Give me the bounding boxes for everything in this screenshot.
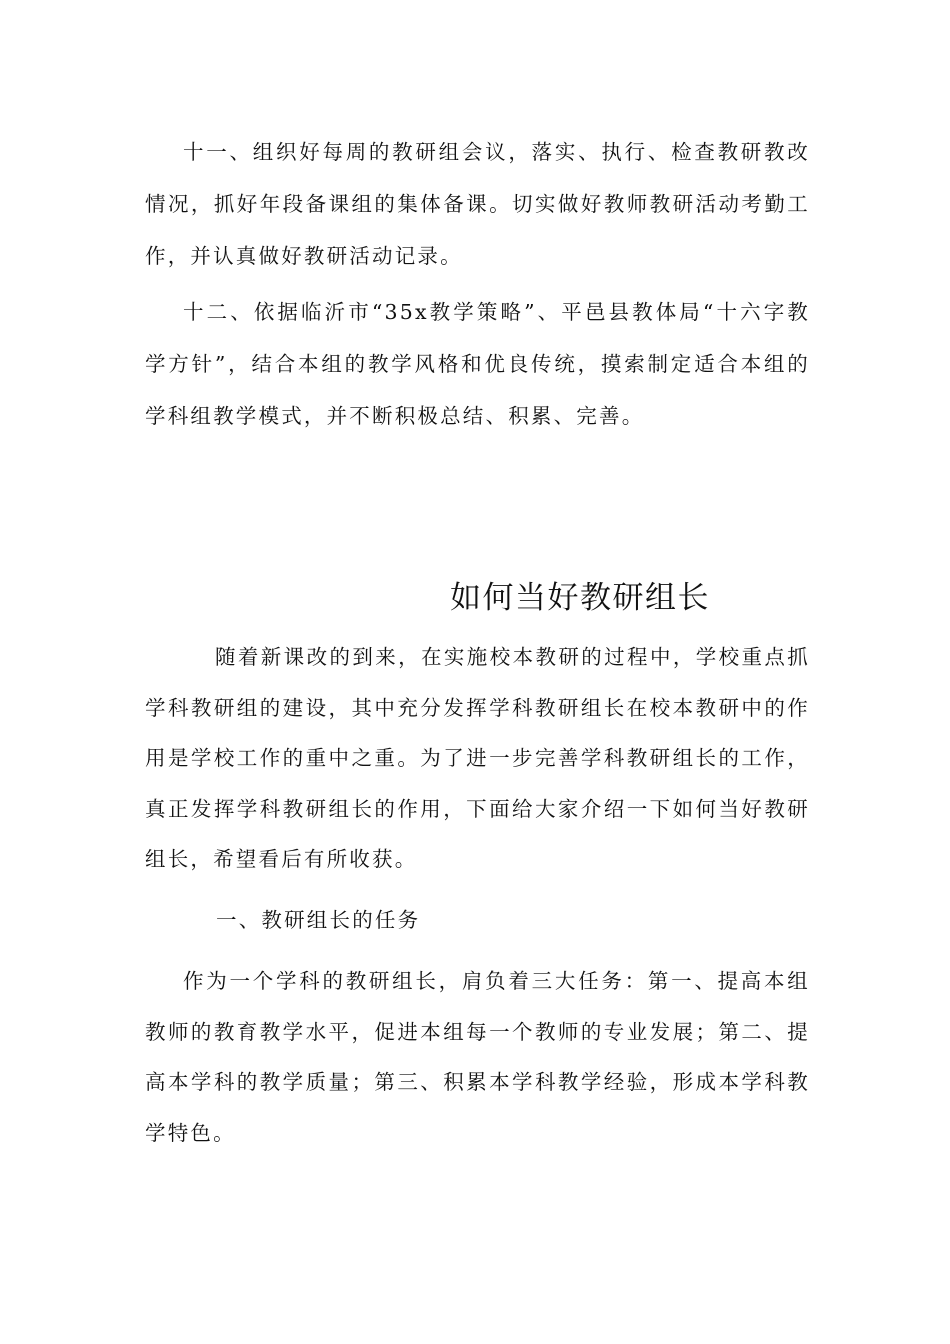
- page-title: 如何当好教研组长: [450, 580, 710, 616]
- paragraph-item-11: 十一、组织好每周的教研组会议，落实、执行、检查教研教改情况，抓好年段备课组的集体备课。切实做好教师教研活动考勤工作，并认真做好教研活动记录。: [145, 140, 810, 268]
- intro-paragraph: 随着新课改的到来，在实施校本教研的过程中，学校重点抓学科教研组的建设，其中充分发挥学科教研组长在校本教研中的作用是学校工作的重中之重。为了进一步完善学科教研组长的工作，真正发挥学科教研组长的作用，下面给大家介绍一下如何当好教研组长，希望看后有所收获。: [145, 645, 810, 871]
- paragraph-item-12: 十二、依据临沂市“35x教学策略”、平邑县教体局“十六字教学方针”，结合本组的教学风格和优良传统，摸索制定适合本组的学科组教学模式，并不断积极总结、积累、完善。: [145, 300, 810, 428]
- section-body: 作为一个学科的教研组长，肩负着三大任务：第一、提高本组教师的教育教学水平，促进本组每一个教师的专业发展；第二、提高本学科的教学质量；第三、积累本学科教学经验，形成本学科教学特色。: [145, 969, 810, 1145]
- section-heading: 一、教研组长的任务: [216, 908, 421, 932]
